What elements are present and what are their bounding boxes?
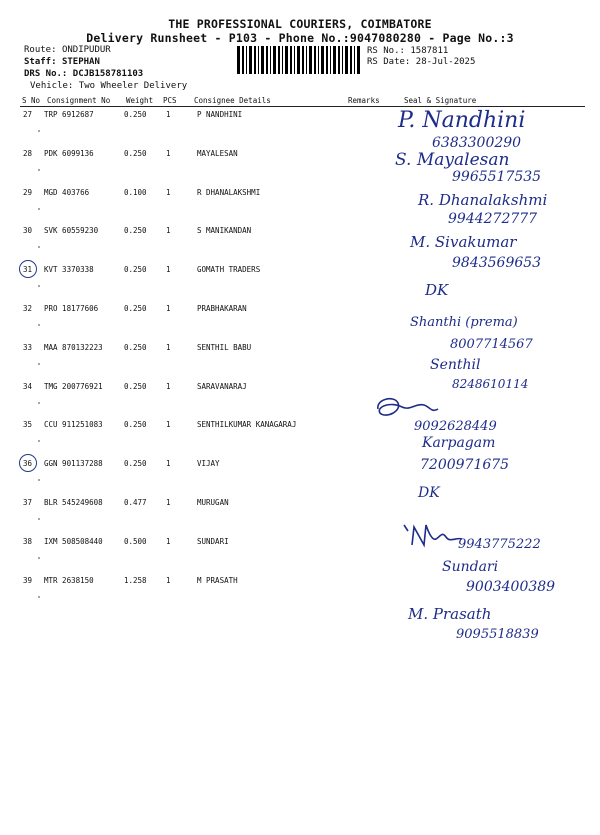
mark-36: DK bbox=[418, 485, 440, 501]
drs-label: DRS No.: bbox=[24, 69, 68, 79]
barcode-bar bbox=[338, 46, 340, 74]
row-pcs: 1 bbox=[166, 304, 171, 313]
phone-32: 8007714567 bbox=[450, 337, 533, 352]
barcode-bar bbox=[297, 46, 300, 74]
phone-27: 6383300290 bbox=[432, 135, 522, 151]
row-consignment-no: BLR 545249608 bbox=[44, 498, 103, 507]
row-consignee: SENTHIL BABU bbox=[197, 342, 252, 352]
vehicle-value: Two Wheeler Delivery bbox=[78, 81, 188, 91]
col-sno: S No bbox=[22, 96, 41, 105]
dot-mark bbox=[38, 557, 40, 559]
staff-value: STEPHAN bbox=[61, 57, 100, 67]
row-consignee: SENTHILKUMAR KANAGARAJ bbox=[197, 420, 297, 430]
row-consignment-no: TMG 200776921 bbox=[44, 381, 103, 391]
col-remarks: Remarks bbox=[348, 96, 380, 105]
row-pcs: 1 bbox=[166, 575, 171, 585]
row-sno: 31 bbox=[23, 265, 33, 275]
row-sno: 39 bbox=[23, 575, 33, 585]
row-sno: 30 bbox=[23, 226, 33, 236]
drs-value: DCJB158781103 bbox=[72, 69, 144, 79]
row-consignment-no: MAA 870132223 bbox=[44, 342, 103, 352]
signature-35: Karpagam bbox=[422, 435, 496, 451]
phone-33: 8248610114 bbox=[452, 377, 529, 391]
barcode-bar bbox=[258, 46, 259, 74]
row-consignment-no: CCU 911251083 bbox=[44, 420, 103, 430]
row-weight: 0.250 bbox=[124, 459, 147, 469]
barcode-bar bbox=[350, 46, 352, 74]
route-line bbox=[24, 45, 111, 55]
row-pcs: 1 bbox=[166, 342, 171, 352]
col-seal-signature: Seal & Signature bbox=[404, 96, 477, 105]
staff-line bbox=[24, 57, 100, 67]
barcode-bar bbox=[285, 46, 288, 74]
rs-date-line bbox=[367, 57, 475, 67]
barcode-bar bbox=[278, 46, 280, 74]
row-consignment-no: PDK 6099136 bbox=[44, 148, 94, 158]
col-consignment: Consignment No bbox=[47, 96, 111, 105]
row-consignee: SARAVANARAJ bbox=[197, 381, 247, 391]
mark-31: DK bbox=[425, 281, 449, 299]
row-pcs: 1 bbox=[166, 226, 171, 236]
signature-38: Sundari bbox=[442, 559, 499, 575]
dot-mark bbox=[38, 479, 40, 481]
row-weight: 0.100 bbox=[124, 187, 147, 197]
row-consignee: R DHANALAKSHMI bbox=[197, 187, 261, 197]
row-weight: 0.250 bbox=[124, 148, 147, 158]
barcode-bar bbox=[294, 46, 295, 74]
row-sno: 36 bbox=[23, 459, 33, 469]
row-consignee: PRABHAKARAN bbox=[197, 304, 247, 313]
row-consignee: MAYALESAN bbox=[197, 148, 238, 158]
barcode-bar bbox=[314, 46, 316, 74]
row-pcs: 1 bbox=[166, 536, 171, 546]
row-consignment-no: MGD 403766 bbox=[44, 187, 90, 197]
phone-30: 9843569653 bbox=[452, 255, 542, 271]
barcode-bar bbox=[318, 46, 319, 74]
barcode-bar bbox=[261, 46, 264, 74]
barcode-bar bbox=[266, 46, 268, 74]
barcode-bar bbox=[242, 46, 244, 74]
barcode-bar bbox=[290, 46, 292, 74]
staff-label: Staff: bbox=[24, 57, 57, 67]
barcode-bar bbox=[357, 46, 360, 74]
row-sno: 37 bbox=[23, 498, 33, 507]
signature-column bbox=[370, 105, 590, 835]
barcode-bar bbox=[309, 46, 312, 74]
phone-39: 9095518839 bbox=[456, 627, 539, 642]
row-weight: 0.250 bbox=[124, 226, 147, 236]
barcode-bar bbox=[270, 46, 271, 74]
barcode-bar bbox=[249, 46, 252, 74]
barcode-bar bbox=[333, 46, 336, 74]
row-sno: 28 bbox=[23, 148, 33, 158]
row-consignee: M PRASATH bbox=[197, 575, 238, 585]
row-pcs: 1 bbox=[166, 148, 171, 158]
barcode-bar bbox=[306, 46, 307, 74]
row-consignment-no: MTR 2638150 bbox=[44, 575, 94, 585]
signature-29: R. Dhanalakshmi bbox=[418, 191, 548, 209]
dot-mark bbox=[38, 402, 40, 404]
dot-mark bbox=[38, 208, 40, 210]
row-sno: 29 bbox=[23, 187, 33, 197]
row-weight: 0.250 bbox=[124, 304, 147, 313]
barcode-bar bbox=[282, 46, 283, 74]
row-weight: 0.500 bbox=[124, 536, 147, 546]
rs-no-label: RS No.: bbox=[367, 46, 405, 56]
row-sno: 33 bbox=[23, 342, 33, 352]
row-weight: 0.250 bbox=[124, 342, 147, 352]
barcode-bar bbox=[273, 46, 276, 74]
barcode-bar bbox=[321, 46, 324, 74]
route-label: Route: bbox=[24, 45, 57, 55]
dot-mark bbox=[38, 130, 40, 132]
rs-no-line bbox=[367, 46, 448, 56]
vehicle-label: Vehicle: bbox=[30, 81, 74, 91]
row-sno: 32 bbox=[23, 304, 33, 313]
barcode-bar bbox=[237, 46, 240, 74]
dot-mark bbox=[38, 596, 40, 598]
row-pcs: 1 bbox=[166, 498, 171, 507]
dot-mark bbox=[38, 169, 40, 171]
phone-37: 9943775222 bbox=[458, 537, 541, 552]
phone-29: 9944272777 bbox=[448, 211, 538, 227]
rs-date-value: 28-Jul-2025 bbox=[415, 57, 476, 67]
dot-mark bbox=[38, 285, 40, 287]
row-weight: 0.250 bbox=[124, 265, 147, 275]
row-sno: 38 bbox=[23, 536, 33, 546]
row-weight: 0.477 bbox=[124, 498, 147, 507]
row-consignment-no: PRO 18177606 bbox=[44, 304, 99, 313]
row-consignment-no: GGN 901137288 bbox=[44, 459, 103, 469]
col-consignee: Consignee Details bbox=[194, 96, 271, 105]
row-sno: 35 bbox=[23, 420, 33, 430]
row-weight: 0.250 bbox=[124, 110, 147, 119]
phone-34: 9092628449 bbox=[414, 419, 497, 434]
phone-28: 9965517535 bbox=[452, 169, 542, 185]
dot-mark bbox=[38, 324, 40, 326]
barcode-bar bbox=[354, 46, 355, 74]
signature-27: P. Nandhini bbox=[398, 108, 526, 133]
row-consignee: SUNDARI bbox=[197, 536, 229, 546]
barcode-bar bbox=[330, 46, 331, 74]
drs-line bbox=[24, 69, 143, 79]
row-weight: 0.250 bbox=[124, 381, 147, 391]
col-weight: Weight bbox=[126, 96, 154, 105]
row-pcs: 1 bbox=[166, 110, 171, 119]
row-weight: 0.250 bbox=[124, 420, 147, 430]
row-pcs: 1 bbox=[166, 381, 171, 391]
barcode-bar bbox=[345, 46, 348, 74]
row-pcs: 1 bbox=[166, 265, 171, 275]
circled-mark bbox=[19, 260, 37, 278]
runsheet-subtitle: Delivery Runsheet - P103 - Phone No.:9047080280 - Page No.:3 bbox=[86, 31, 514, 45]
rs-date-label: RS Date: bbox=[367, 57, 411, 67]
row-consignment-no: KVT 3370338 bbox=[44, 265, 94, 275]
drs-barcode bbox=[237, 46, 363, 74]
row-pcs: 1 bbox=[166, 187, 171, 197]
row-consignment-no: IXM 508508440 bbox=[44, 536, 103, 546]
row-pcs: 1 bbox=[166, 420, 171, 430]
row-pcs: 1 bbox=[166, 459, 171, 469]
row-sno: 34 bbox=[23, 381, 33, 391]
dot-mark bbox=[38, 440, 40, 442]
signature-32: Shanthi (prema) bbox=[410, 315, 518, 330]
phone-38: 9003400389 bbox=[466, 579, 556, 595]
barcode-bar bbox=[326, 46, 328, 74]
signature-30: M. Sivakumar bbox=[410, 233, 517, 251]
row-weight: 1.258 bbox=[124, 575, 147, 585]
signature-33: Senthil bbox=[430, 357, 481, 373]
dot-mark bbox=[38, 518, 40, 520]
signature-39: M. Prasath bbox=[408, 605, 492, 623]
col-pcs: PCS bbox=[163, 96, 177, 105]
vehicle-line bbox=[30, 81, 187, 91]
rs-no-value: 1587811 bbox=[410, 46, 449, 56]
row-consignee: MURUGAN bbox=[197, 498, 229, 507]
barcode-bar bbox=[302, 46, 304, 74]
row-consignment-no: SVK 60559230 bbox=[44, 226, 99, 236]
barcode-bar bbox=[254, 46, 256, 74]
row-consignee: GOMATH TRADERS bbox=[197, 265, 261, 275]
barcode-bar bbox=[246, 46, 247, 74]
row-consignee: P NANDHINI bbox=[197, 110, 243, 119]
signature-28: S. Mayalesan bbox=[395, 150, 510, 170]
row-consignment-no: TRP 6912687 bbox=[44, 110, 94, 119]
barcode-bar bbox=[342, 46, 343, 74]
row-sno: 27 bbox=[23, 110, 33, 119]
company-title: THE PROFESSIONAL COURIERS, COIMBATORE bbox=[168, 17, 432, 31]
dot-mark bbox=[38, 246, 40, 248]
route-value: ONDIPUDUR bbox=[61, 45, 111, 55]
dot-mark bbox=[38, 363, 40, 365]
row-consignee: VIJAY bbox=[197, 459, 220, 469]
circled-mark bbox=[19, 454, 37, 472]
row-consignee: S MANIKANDAN bbox=[197, 226, 252, 236]
phone-35: 7200971675 bbox=[420, 457, 510, 473]
